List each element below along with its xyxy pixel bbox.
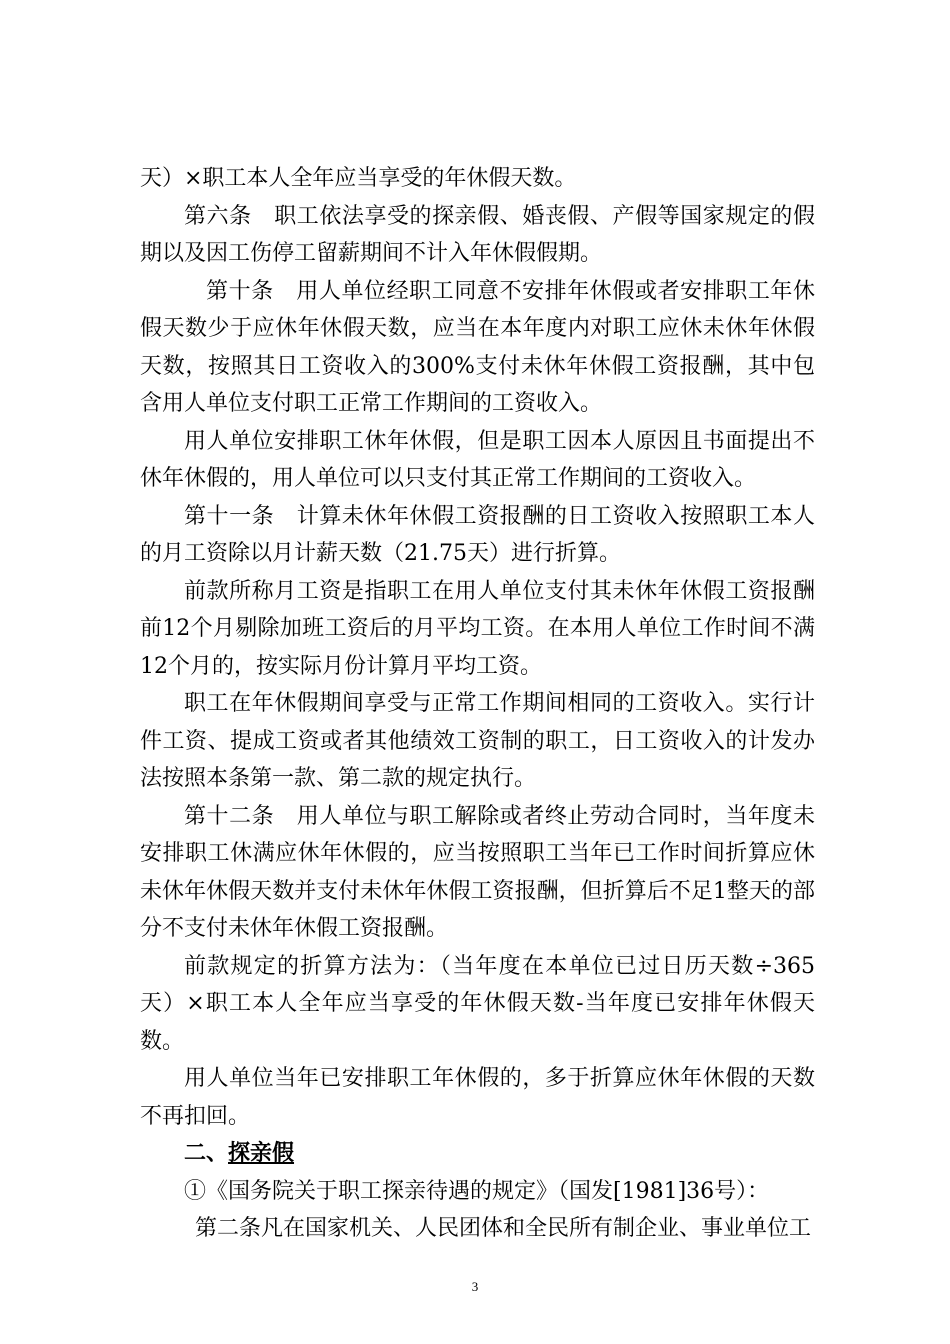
section-heading [140,1135,815,1173]
section-number: 二、 [184,1140,229,1166]
document-body [140,160,815,1248]
paragraph-conversion-method: 前款规定的折算方法为：（当年度在本单位已过日历天数÷365天）×职工本人全年应当享受的年休假天数-当年度已安排年休假天数。 [140,953,815,1054]
paragraph-article-11: 第十一条 计算未休年休假工资报酬的日工资收入按照职工本人的月工资除以月计薪天数（21.75天）进行折算。 [140,503,815,566]
paragraph-monthly-wage: 前款所称月工资是指职工在用人单位支付其未休年休假工资报酬前12个月剔除加班工资后的月平均工资。在本用人单位工作时间不满12个月的，按实际月份计算月平均工资。 [140,578,815,679]
paragraph-article-2: 第二条凡在国家机关、人民团体和全民所有制企业、事业单位工 [195,1216,812,1241]
page-number: 3 [471,1279,479,1294]
section-title: 探亲假 [228,1140,295,1166]
paragraph-continuation: 天）×职工本人全年应当享受的年休假天数。 [140,166,577,191]
citation: ①《国务院关于职工探亲待遇的规定》（国发[1981]36号）： [184,1178,770,1204]
paragraph-no-deduction: 用人单位当年已安排职工年休假的，多于折算应休年休假的天数不再扣回。 [140,1066,815,1129]
paragraph-wage-during-leave: 职工在年休假期间享受与正常工作期间相同的工资收入。实行计件工资、提成工资或者其他绩效工资制的职工，日工资收入的计发办法按照本条第一款、第二款的规定执行。 [140,691,815,791]
paragraph-article-10-note: 用人单位安排职工休年休假，但是职工因本人原因且书面提出不休年休假的，用人单位可以只支付其正常工作期间的工资收入。 [140,428,815,491]
paragraph-article-10: 第十条 用人单位经职工同意不安排年休假或者安排职工年休假天数少于应休年休假天数，应当在本年度内对职工应休未休年休假天数，按照其日工资收入的300%支付未休年休假工资报酬，其中包含用人单位支付职工正常工作期间的工资收入。 [140,278,815,416]
paragraph-article-6: 第六条 职工依法享受的探亲假、婚丧假、产假等国家规定的假期以及因工伤停工留薪期间不计入年休假假期。 [140,203,815,266]
paragraph-article-12: 第十二条 用人单位与职工解除或者终止劳动合同时，当年度未安排职工休满应休年休假的，应当按照职工当年已工作时间折算应休未休年休假天数并支付未休年休假工资报酬，但折算后不足1整天的部分不支付未休年休假工资报酬。 [140,803,815,941]
